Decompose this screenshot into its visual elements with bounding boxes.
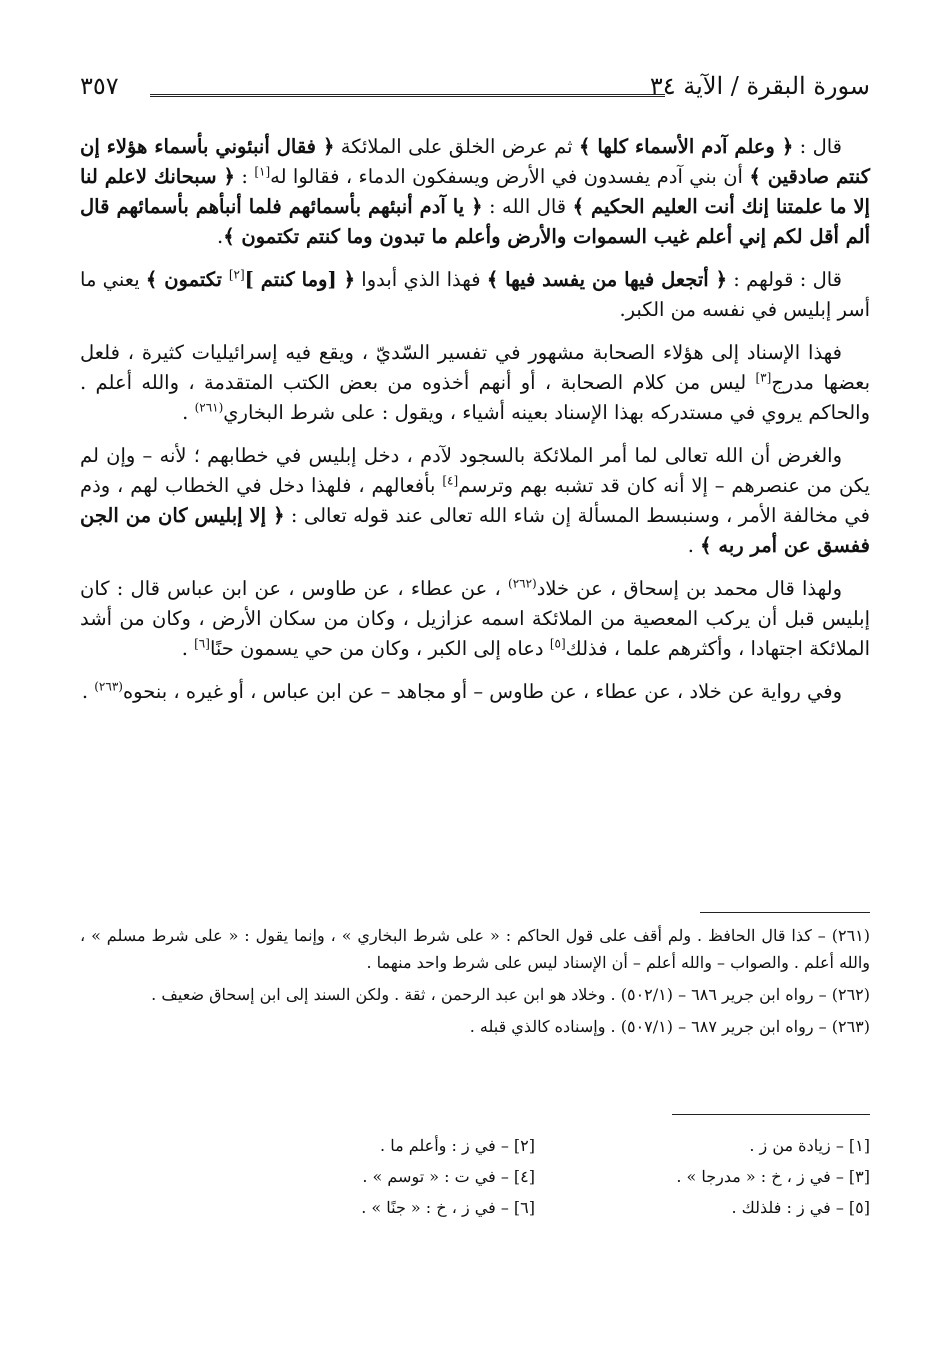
text-run: يعني ما أسر إبليس في نفسه من الكبر. (80, 268, 870, 321)
footnotes (80, 922, 870, 1045)
variant-ref-3: [٣] (755, 370, 772, 385)
variant-ref-1: [١] (254, 164, 271, 179)
quran-quote: ﴿ وعلم آدم الأسماء كلها ﴾ (578, 135, 794, 158)
quran-quote: ﴿ يا آدم أنبئهم بأسمائهم فلما أنبأهم بأسمائهم قال ألم أقل لكم إني أعلم غيب السموات والأرض وأعلم ما تبدون وما كنتم تكتمون ﴾ (80, 195, 870, 248)
variant-ref-2: [٢] (228, 267, 245, 282)
footnote-262: (٢٦٢) – رواه ابن جرير ٦٨٦ – (٥٠٢/١) . وخلاد هو ابن عبد الرحمن ، ثقة . ولكن السند إلى ابن إسحاق ضعيف . (151, 985, 870, 1004)
quran-quote: ﴿ إلا إبليس كان من الجن ففسق عن أمر ربه ﴾ (80, 504, 870, 557)
text-run: أن بني آدم يفسدون في الأرض ويسفكون الدماء ، فقالوا له (270, 165, 750, 188)
text-run: فهذا الإسناد إلى هؤلاء الصحابة مشهور في تفسير السّديّ ، ويقع فيه إسرائيليات كثيرة ، فلعل بعضها مدرج (80, 341, 870, 394)
quran-quote: ﴿ أتجعل فيها من يفسد فيها ﴾ (486, 268, 728, 291)
text-run: فهذا الذي أبدوا (355, 268, 487, 291)
footnote-ref-262: (٢٦٢) (508, 576, 537, 591)
variant-notes (200, 1132, 870, 1221)
paragraph-2 (80, 265, 870, 325)
text-run: ، عن عطاء ، عن طاوس ، عن ابن عباس قال : كان إبليس قبل أن يركب المعصية من الملائكة اسمه عزازيل ، وكان من سكان الأرض ، وكان من أشد الملائكة اجتهادا ، وأكثرهم علما ، فذلك (80, 577, 870, 660)
footnote-ref-263: (٢٦٣) (94, 679, 123, 694)
text-run: . (81, 680, 95, 703)
paragraph-3 (80, 338, 870, 428)
footnote-261: (٢٦١) – كذا قال الحافظ . ولم أقف على قول الحاكم : « على شرط البخاري » ، وإنما يقول : « على شرط مسلم » ، والله أعلم . والصواب – والله أعلم – أن الإسناد ليس على شرط واحد منهما . (80, 926, 870, 972)
text-run: . (182, 401, 195, 424)
variant-ref-6: [٦] (194, 636, 210, 651)
variant-notes-separator (672, 1114, 870, 1115)
main-text (80, 132, 870, 720)
text-run: بأفعالهم ، فلهذا دخل في الخطاب لهم ، وذم في مخالفة الأمر ، وسنبسط المسألة إن شاء الله تعالى عند قوله تعالى : (80, 474, 870, 527)
variant-note-6: [٦] – في ز ، خ : « جنًا » . (361, 1198, 535, 1217)
variant-ref-4: [٤] (442, 473, 459, 488)
footnote-263: (٢٦٣) – رواه ابن جرير ٦٨٧ – (٥٠٧/١) . وإسناده كالذي قبله . (469, 1017, 870, 1036)
variant-note-2: [٢] – في ز : وأعلم ما . (380, 1136, 535, 1155)
paragraph-6 (80, 677, 870, 707)
paragraph-4 (80, 441, 870, 561)
surah-verse-title: سورة البقرة / الآية ٣٤ (649, 72, 870, 100)
text-run: . (217, 225, 224, 248)
text-run: ليس من كلام الصحابة ، أو أنهم أخذوه من بعض الكتب المتقدمة ، والله أعلم . والحاكم يروي في مستدركه بهذا الإسناد بعينه أشياء ، ويقول : على شرط البخاري (80, 371, 870, 424)
running-header (80, 72, 870, 112)
footnote-ref-261: (٢٦١) (194, 400, 224, 415)
text-run: ولهذا قال محمد بن إسحاق ، عن خلاد (536, 577, 843, 600)
footnote-separator (700, 912, 870, 913)
variant-note-3: [٣] – في ز ، خ : « مدرجا » . (676, 1167, 870, 1186)
paragraph-5 (80, 574, 870, 664)
text-run: . (687, 534, 701, 557)
quran-quote: ﴿ سبحانك لاعلم لنا إلا ما علمتنا إنك أنت العليم الحكيم ﴾ (80, 165, 870, 218)
text-run: ثم عرض الخلق على الملائكة (334, 135, 579, 158)
variant-ref-5: [٥] (549, 636, 566, 651)
quran-quote: تكتمون ﴾ (145, 268, 229, 291)
page-number: ٣٥٧ (80, 72, 119, 100)
text-run: والغرض أن الله تعالى لما أمر الملائكة بالسجود لآدم ، دخل إبليس في خطابهم ؛ لأنه – وإن لم يكن من عنصرهم – إلا أنه كان قد تشبه بهم وترسم (80, 444, 870, 497)
text-run: دعاه إلى الكبر ، وكان من حي يسمون حنًا (209, 637, 550, 660)
text-run: . (181, 637, 195, 660)
text-run: قال : قولهم : (727, 268, 843, 291)
variant-note-4: [٤] – في ت : « توسم » . (362, 1167, 535, 1186)
quran-quote: ﴿ [وما كنتم ] (244, 268, 355, 291)
variant-note-5: [٥] – في ز : فلذلك . (731, 1198, 870, 1217)
variant-note-1: [١] – زيادة من ز . (749, 1136, 870, 1155)
text-run: قال : (793, 135, 843, 158)
text-run: وفي رواية عن خلاد ، عن عطاء ، عن طاوس – أو مجاهد – عن ابن عباس ، أو غيره ، بنحوه (122, 680, 842, 703)
header-rule (150, 94, 665, 99)
quran-quote: ﴿ فقال أنبئوني بأسماء هؤلاء إن كنتم صادقين ﴾ (80, 135, 871, 188)
paragraph-1 (80, 132, 870, 252)
text-run: : (234, 165, 255, 188)
text-run: قال الله : (482, 195, 573, 218)
